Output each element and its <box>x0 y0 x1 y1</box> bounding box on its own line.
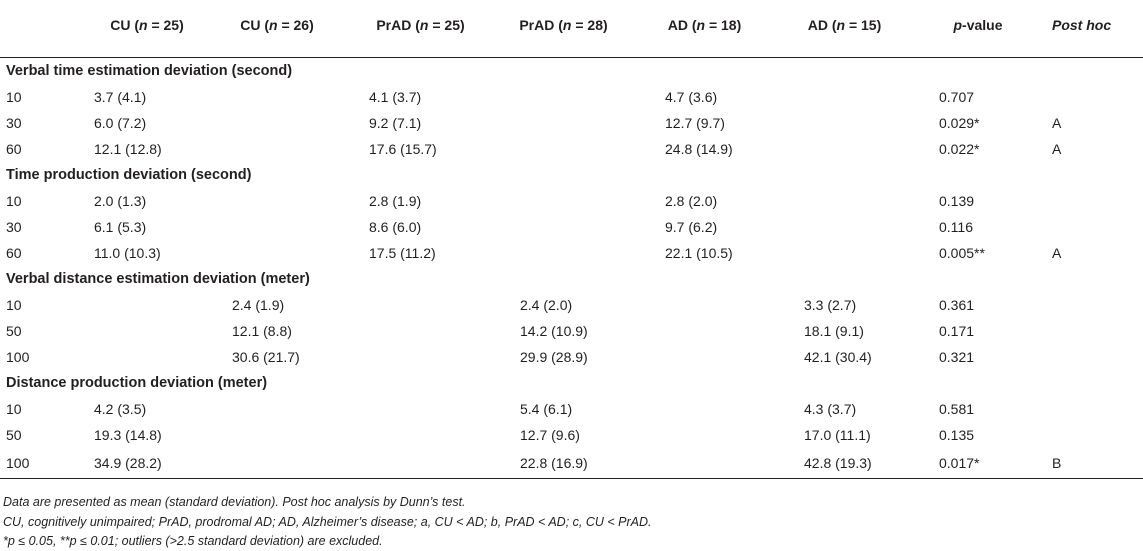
row-label: 10 <box>6 89 22 105</box>
cell-prad-28: 22.8 (16.9) <box>491 448 630 479</box>
cell-ad-15: 42.1 (30.4) <box>804 349 872 365</box>
table-row <box>0 214 1143 240</box>
section-row <box>0 266 1143 292</box>
cell-p-value: 0.707 <box>939 89 975 105</box>
cell-post-hoc <box>1040 84 1143 110</box>
cell-ad-15 <box>773 214 910 240</box>
cell-post-hoc: A <box>1052 141 1062 157</box>
cell-p-value: 0.022* <box>939 141 980 157</box>
cell-p-value: 0.029* <box>939 115 980 131</box>
cell-cu-25 <box>84 292 204 318</box>
section-title: Verbal distance estimation deviation (meter) <box>6 271 310 287</box>
cell-post-hoc: A <box>1052 115 1062 131</box>
cell-ad-15: 42.8 (19.3) <box>773 448 910 479</box>
cell-cu-26: 12.1 (8.8) <box>232 323 292 339</box>
row-label: 60 <box>6 245 22 261</box>
cell-p-value: 0.581 <box>939 401 975 417</box>
table-row <box>0 292 1143 318</box>
cell-cu-25: 19.3 (14.8) <box>94 427 162 443</box>
header-post-hoc: Post hoc <box>1040 0 1143 58</box>
row-label: 50 <box>6 427 22 443</box>
cell-cu-26 <box>204 396 344 422</box>
cell-cu-25: 11.0 (10.3) <box>94 245 161 261</box>
cell-ad-15 <box>773 240 910 266</box>
cell-post-hoc <box>1040 396 1143 422</box>
header-prad-25: PrAD (n = 25) <box>344 0 491 58</box>
table-row <box>0 240 1143 266</box>
cell-ad-15: 4.3 (3.7) <box>804 401 857 417</box>
table-row <box>0 344 1143 370</box>
cell-ad-18 <box>630 396 773 422</box>
row-label: 10 <box>6 401 22 417</box>
table-note-2: CU, cognitively unimpaired; PrAD, prodromal AD; AD, Alzheimer’s disease; a, CU < AD; b, PrAD < AD; c, CU < PrAD. <box>3 515 652 529</box>
cell-cu-26 <box>204 188 344 214</box>
cell-ad-18 <box>630 448 773 479</box>
cell-prad-25: 2.8 (1.9) <box>369 193 422 209</box>
row-label: 10 <box>6 193 22 209</box>
cell-p-value: 0.361 <box>939 297 975 313</box>
cell-ad-15 <box>773 110 910 136</box>
cell-ad-18: 24.8 (14.9) <box>665 141 733 157</box>
cell-prad-25 <box>344 448 491 479</box>
row-label: 30 <box>6 115 22 131</box>
cell-post-hoc <box>1040 292 1143 318</box>
cell-cu-25: 12.1 (12.8) <box>94 141 162 157</box>
cell-cu-26 <box>204 84 344 110</box>
cell-cu-26 <box>204 214 344 240</box>
cell-cu-25: 34.9 (28.2) <box>84 448 204 479</box>
cell-p-value: 0.171 <box>939 323 975 339</box>
cell-cu-26 <box>204 240 344 266</box>
cell-cu-25: 3.7 (4.1) <box>94 89 147 105</box>
header-ad-15: AD (n = 15) <box>773 0 910 58</box>
row-label: 10 <box>6 297 22 313</box>
cell-ad-18 <box>630 292 773 318</box>
cell-cu-26 <box>204 110 344 136</box>
header-ad-18: AD (n = 18) <box>630 0 773 58</box>
cell-ad-18: 4.7 (3.6) <box>665 89 718 105</box>
cell-p-value: 0.116 <box>939 219 973 235</box>
section-title: Verbal time estimation deviation (second) <box>6 63 293 79</box>
cell-ad-18: 22.1 (10.5) <box>665 245 733 261</box>
cell-ad-18 <box>630 344 773 370</box>
cell-ad-15 <box>773 136 910 162</box>
cell-post-hoc <box>1040 214 1143 240</box>
cell-p-value: 0.139 <box>939 193 975 209</box>
cell-ad-15 <box>773 188 910 214</box>
cell-cu-26: 2.4 (1.9) <box>232 297 285 313</box>
cell-prad-25: 17.5 (11.2) <box>369 245 436 261</box>
cell-prad-25 <box>344 344 491 370</box>
cell-prad-28: 14.2 (10.9) <box>520 323 588 339</box>
row-label: 30 <box>6 219 22 235</box>
table-row <box>0 136 1143 162</box>
row-label: 60 <box>6 141 22 157</box>
cell-ad-15: 18.1 (9.1) <box>804 323 864 339</box>
cell-post-hoc <box>1040 344 1143 370</box>
cell-prad-28 <box>491 84 630 110</box>
table-row <box>0 448 1143 479</box>
table-row <box>0 318 1143 344</box>
cell-cu-25: 2.0 (1.3) <box>94 193 147 209</box>
cell-prad-25 <box>344 292 491 318</box>
cell-prad-28 <box>491 240 630 266</box>
cell-post-hoc <box>1040 422 1143 448</box>
cell-prad-25: 8.6 (6.0) <box>369 219 422 235</box>
cell-cu-25: 6.0 (7.2) <box>94 115 147 131</box>
cell-cu-25 <box>84 318 204 344</box>
cell-p-value: 0.017* <box>910 448 1040 479</box>
cell-prad-28 <box>491 136 630 162</box>
cell-p-value: 0.135 <box>939 427 975 443</box>
cell-post-hoc: B <box>1040 448 1143 479</box>
cell-p-value: 0.005** <box>939 245 985 261</box>
header-cu-26: CU (n = 26) <box>204 0 344 58</box>
cell-p-value: 0.321 <box>939 349 975 365</box>
table-note-3: *p ≤ 0.05, **p ≤ 0.01; outliers (>2.5 standard deviation) are excluded. <box>3 534 383 548</box>
cell-ad-18: 2.8 (2.0) <box>665 193 718 209</box>
row-label: 100 <box>0 448 84 479</box>
cell-post-hoc: A <box>1052 245 1062 261</box>
cell-prad-28: 2.4 (2.0) <box>520 297 573 313</box>
cell-ad-18: 12.7 (9.7) <box>665 115 725 131</box>
table-row <box>0 110 1143 136</box>
cell-prad-25 <box>344 422 491 448</box>
cell-ad-15 <box>773 84 910 110</box>
cell-prad-28 <box>491 110 630 136</box>
section-title: Distance production deviation (meter) <box>6 375 268 391</box>
cell-prad-28: 29.9 (28.9) <box>520 349 588 365</box>
cell-prad-28: 5.4 (6.1) <box>520 401 573 417</box>
cell-prad-28 <box>491 214 630 240</box>
cell-cu-26: 30.6 (21.7) <box>232 349 300 365</box>
header-cu-25: CU (n = 25) <box>84 0 204 58</box>
table-row <box>0 422 1143 448</box>
table-header-row <box>0 0 1143 58</box>
cell-prad-28: 12.7 (9.6) <box>520 427 580 443</box>
cell-ad-18: 9.7 (6.2) <box>665 219 718 235</box>
cell-cu-26 <box>204 422 344 448</box>
header-p-value: p-value <box>910 0 1040 58</box>
table-row <box>0 84 1143 110</box>
cell-prad-25 <box>344 318 491 344</box>
section-title: Time production deviation (second) <box>6 167 252 183</box>
cell-ad-18 <box>630 422 773 448</box>
table-note-1: Data are presented as mean (standard deviation). Post hoc analysis by Dunn’s test. <box>3 495 466 509</box>
row-label: 50 <box>6 323 22 339</box>
cell-cu-25: 6.1 (5.3) <box>94 219 147 235</box>
header-label <box>0 0 84 58</box>
table-body <box>0 58 1143 479</box>
row-label: 100 <box>6 349 30 365</box>
section-row <box>0 162 1143 188</box>
cell-cu-25 <box>84 344 204 370</box>
cell-cu-26 <box>204 448 344 479</box>
cell-ad-18 <box>630 318 773 344</box>
table-row <box>0 396 1143 422</box>
cell-prad-25: 17.6 (15.7) <box>369 141 437 157</box>
cell-ad-15: 17.0 (11.1) <box>804 427 871 443</box>
cell-post-hoc <box>1040 318 1143 344</box>
section-row <box>0 58 1143 85</box>
cell-prad-28 <box>491 188 630 214</box>
header-prad-28: PrAD (n = 28) <box>491 0 630 58</box>
cell-prad-25: 9.2 (7.1) <box>369 115 422 131</box>
table-row <box>0 188 1143 214</box>
cell-cu-26 <box>204 136 344 162</box>
cell-prad-25: 4.1 (3.7) <box>369 89 422 105</box>
cell-post-hoc <box>1040 188 1143 214</box>
cell-prad-25 <box>344 396 491 422</box>
section-row <box>0 370 1143 396</box>
cell-cu-25: 4.2 (3.5) <box>94 401 147 417</box>
cell-ad-15: 3.3 (2.7) <box>804 297 857 313</box>
